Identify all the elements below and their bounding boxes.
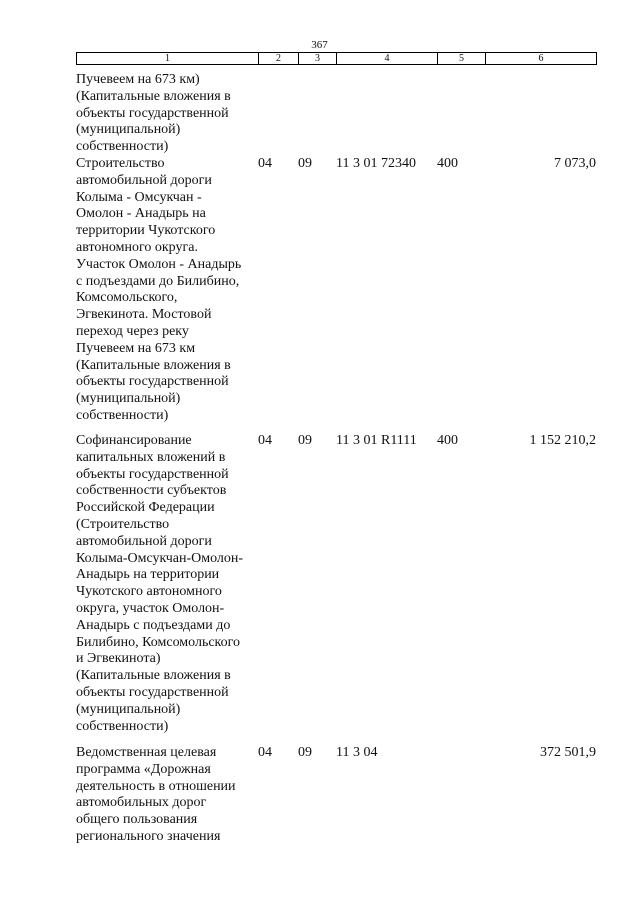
row-subsection-code: 09 — [298, 156, 312, 171]
row-amount: 372 501,9 — [540, 745, 596, 760]
column-header-table — [76, 52, 597, 65]
row-name: Ведомственная целевая программа «Дорожная деятельность в отношении автомобильных дорог общего пользования регионального значения — [76, 745, 236, 844]
row-name: Софинансирование капитальных вложений в объекты государственной собственности субъектов Российской Федерации (Строительство автомобильной дороги Колыма-Омсукчан-Омолон- Анадырь на территории Чукотского автономного округа, участок Омолон- Анадырь с подъездами до Билибино, Комсомольского и Эгвекинота) (Капитальные вложения в объекты государственной (муниципальной) собственности) — [76, 433, 244, 734]
row-target-article-code: 11 3 01 R1111 — [336, 433, 417, 448]
row-section-code: 04 — [258, 156, 272, 171]
row-amount: 7 073,0 — [554, 156, 596, 171]
row-section-code: 04 — [258, 433, 272, 448]
row-name: Строительство автомобильной дороги Колыма - Омсукчан - Омолон - Анадырь на территории Чукотского автономного округа. Участок Омолон - Анадырь с подъездами до Билибино, Комсомольского, Эгвекинота. Мостовой переход через реку Пучевеем на 673 км (Капитальные вложения в объекты государственной (муниципальной) собственности) — [76, 156, 242, 423]
row-expense-type-code: 400 — [437, 433, 458, 448]
column-number-3: 3 — [299, 53, 337, 65]
row-target-article-code: 11 3 01 72340 — [336, 156, 416, 171]
row-expense-type-code: 400 — [437, 156, 458, 171]
column-number-4: 4 — [337, 53, 438, 65]
row-name: Пучевеем на 673 км) (Капитальные вложения в объекты государственной (муниципальной) собственности) — [76, 72, 231, 155]
column-header-row — [77, 53, 597, 65]
row-amount: 1 152 210,2 — [529, 433, 596, 448]
column-number-2: 2 — [259, 53, 299, 65]
row-subsection-code: 09 — [298, 745, 312, 760]
row-section-code: 04 — [258, 745, 272, 760]
column-number-5: 5 — [438, 53, 486, 65]
page-number: 367 — [311, 39, 328, 51]
column-number-1: 1 — [77, 53, 259, 65]
row-subsection-code: 09 — [298, 433, 312, 448]
row-target-article-code: 11 3 04 — [336, 745, 378, 760]
column-number-6: 6 — [486, 53, 597, 65]
